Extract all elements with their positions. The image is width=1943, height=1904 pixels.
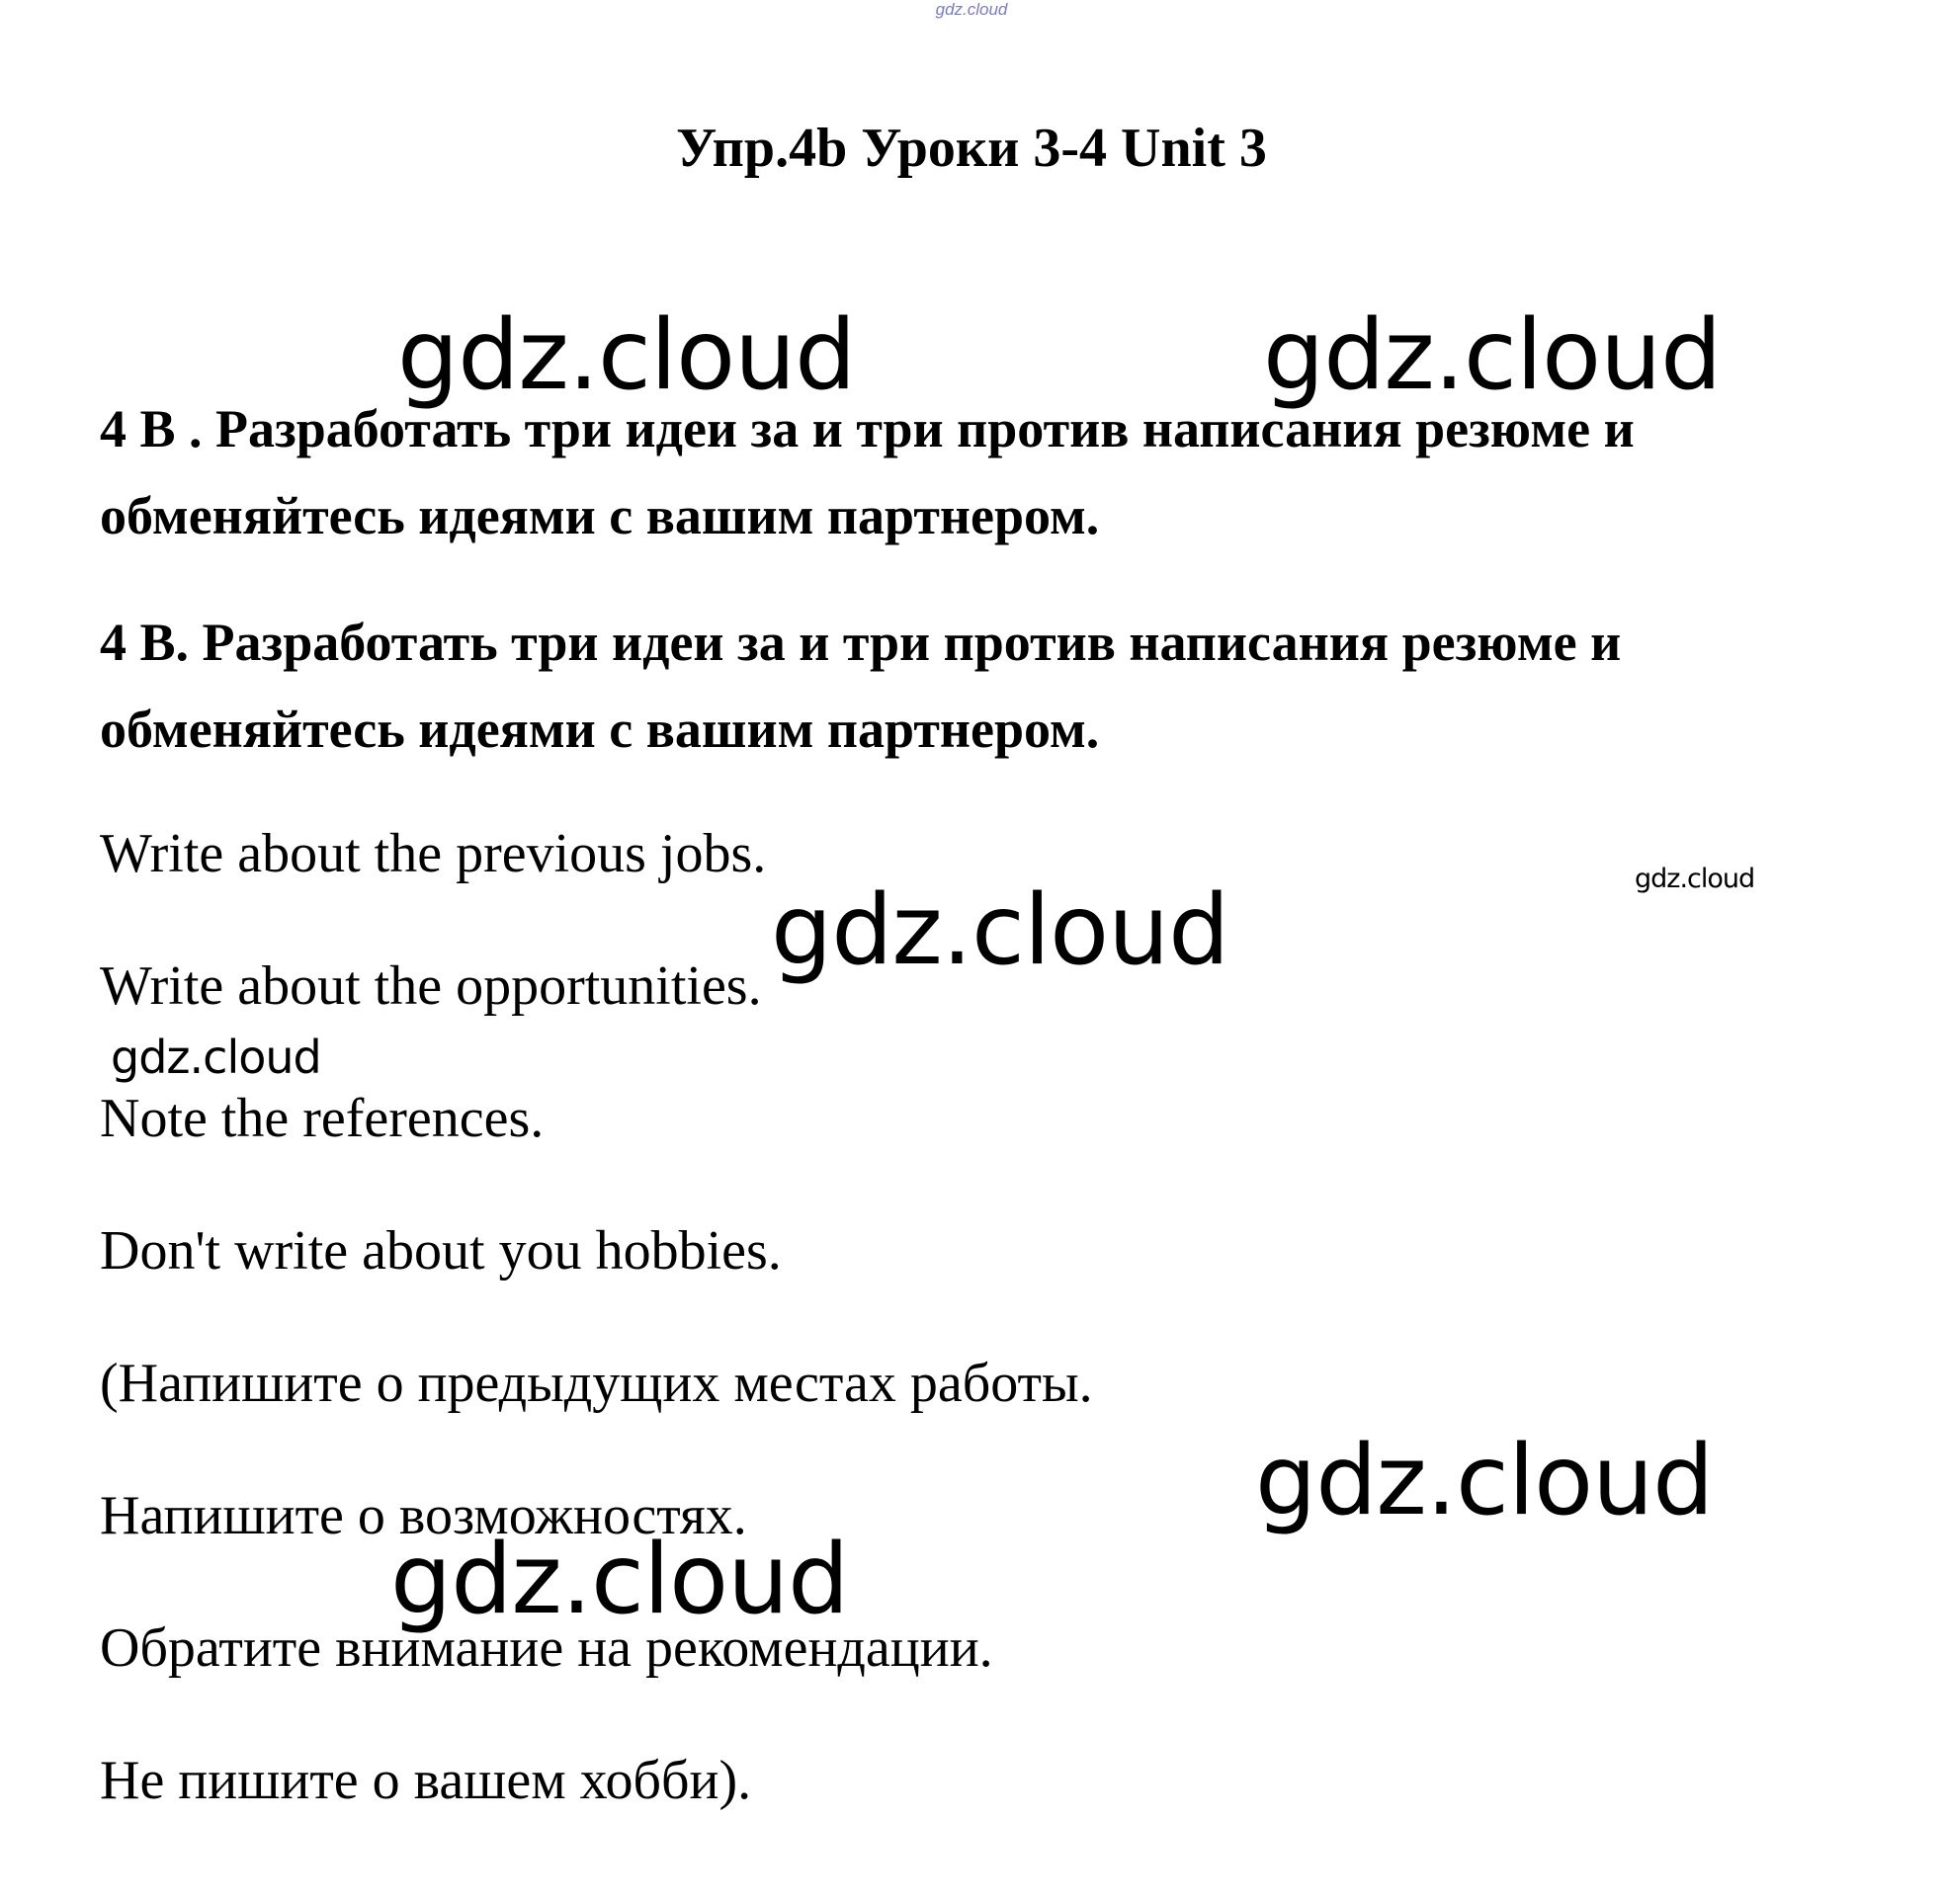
watermark: gdz.cloud xyxy=(1635,864,1755,894)
watermark: gdz.cloud xyxy=(1255,1425,1714,1537)
task-text-2: 4 В. Разработать три идеи за и три против написания резюме и обменяйтесь идеями с вашим партнером. xyxy=(100,613,1622,759)
watermark: gdz.cloud xyxy=(397,299,856,412)
task-text-1: 4 В . Разработать три идеи за и три против написания резюме и обменяйтесь идеями с вашим партнером. xyxy=(100,399,1635,545)
answer-line-4: Don't write about you hobbies. xyxy=(100,1220,782,1282)
watermark: gdz.cloud xyxy=(390,1524,849,1636)
top-watermark: gdz.cloud xyxy=(935,0,1008,19)
answer-line-6: Напишите о возможностях. xyxy=(100,1485,747,1546)
watermark: gdz.cloud xyxy=(771,874,1229,987)
page-title: Упр.4b Уроки 3-4 Unit 3 xyxy=(676,118,1267,179)
answer-line-1: Write about the previous jobs. xyxy=(100,823,767,884)
answer-line-3: Note the references. xyxy=(100,1088,545,1149)
answer-line-5: (Напишите о предыдущих местах работы. xyxy=(100,1353,1093,1414)
answer-line-8: Не пишите о вашем хобби). xyxy=(100,1750,752,1811)
watermark: gdz.cloud xyxy=(111,1031,321,1084)
answer-line-2: Write about the opportunities. xyxy=(100,955,762,1017)
watermark: gdz.cloud xyxy=(1263,299,1722,412)
answer-line-7: Обратите внимание на рекомендации. xyxy=(100,1617,993,1679)
